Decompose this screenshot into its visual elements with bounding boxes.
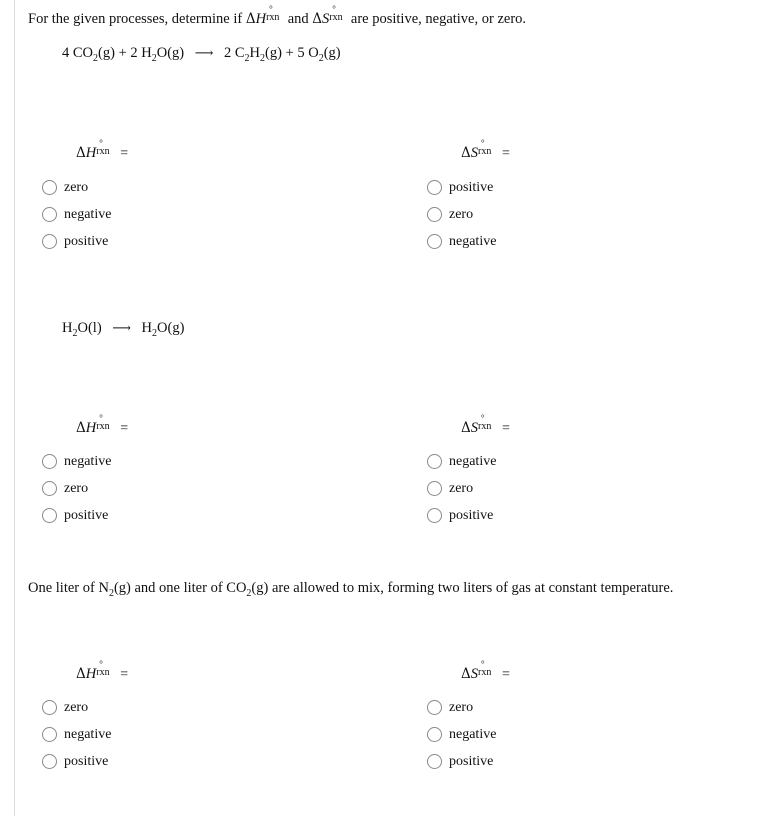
process3-dS-option-positive[interactable]: positive xyxy=(427,748,496,775)
process2-dH-option-negative[interactable]: negative xyxy=(42,448,111,475)
process3-dS-option-zero[interactable]: zero xyxy=(427,694,496,721)
radio-button[interactable] xyxy=(42,700,57,715)
radio-button[interactable] xyxy=(42,754,57,769)
process1-dH-option-positive[interactable]: positive xyxy=(42,228,111,255)
process3-dS-option-negative[interactable]: negative xyxy=(427,721,496,748)
reaction-arrow: ⟶ xyxy=(194,45,214,60)
process1-dH-options xyxy=(42,174,111,255)
radio-button[interactable] xyxy=(42,727,57,742)
process1-dS-option-zero[interactable]: zero xyxy=(427,201,496,228)
process3-statement: One liter of $N_2(g)$ and one liter of $CO_2(g)$ are allowed to mix, forming two liters of gas at constant temperature. xyxy=(28,580,674,599)
process1-dH-option-negative[interactable]: negative xyxy=(42,201,111,228)
radio-button[interactable] xyxy=(42,180,57,195)
radio-button[interactable] xyxy=(42,481,57,496)
radio-button[interactable] xyxy=(427,207,442,222)
radio-button[interactable] xyxy=(42,234,57,249)
process2-dS-label: ΔS ° rxn = xyxy=(461,413,510,436)
process3-dH-options xyxy=(42,694,111,775)
process3-dH-option-negative[interactable]: negative xyxy=(42,721,111,748)
radio-button[interactable] xyxy=(427,754,442,769)
process3-dS-options xyxy=(427,694,496,775)
radio-button[interactable] xyxy=(42,508,57,523)
radio-button[interactable] xyxy=(427,180,442,195)
process2-dH-option-positive[interactable]: positive xyxy=(42,502,111,529)
process2-dS-options xyxy=(427,448,496,529)
process1-dS-options xyxy=(427,174,496,255)
process2-dH-label: ΔH ° rxn = xyxy=(76,413,129,436)
process3-dH-label: ΔH ° rxn = xyxy=(76,659,129,682)
reaction-arrow: ⟶ xyxy=(112,320,131,335)
process2-dS-option-positive[interactable]: positive xyxy=(427,502,496,529)
process3-dH-option-zero[interactable]: zero xyxy=(42,694,111,721)
process3-dH-option-positive[interactable]: positive xyxy=(42,748,111,775)
radio-button[interactable] xyxy=(427,508,442,523)
process2-dS-option-negative[interactable]: negative xyxy=(427,448,496,475)
instructions: For the given processes, determine if ΔH ° rxn and ΔS ° rxn are positive, negative, or zero. xyxy=(28,4,527,27)
process2-dH-option-zero[interactable]: zero xyxy=(42,475,111,502)
radio-button[interactable] xyxy=(427,700,442,715)
process1-dS-option-positive[interactable]: positive xyxy=(427,174,496,201)
process1-dH-label: ΔH ° rxn = xyxy=(76,138,129,161)
process1-dH-option-zero[interactable]: zero xyxy=(42,174,111,201)
process2-dH-options xyxy=(42,448,111,529)
process1-dS-label: ΔS ° rxn = xyxy=(461,138,510,161)
radio-button[interactable] xyxy=(427,727,442,742)
process2-equation: $H_2O(l)$ ⟶ $H_2O(g)$ xyxy=(62,320,185,339)
left-border xyxy=(14,0,15,816)
radio-button[interactable] xyxy=(427,481,442,496)
radio-button[interactable] xyxy=(42,454,57,469)
process2-dS-option-zero[interactable]: zero xyxy=(427,475,496,502)
radio-button[interactable] xyxy=(427,234,442,249)
process1-dS-option-negative[interactable]: negative xyxy=(427,228,496,255)
process1-equation: 4 $CO_2(g) + 2$ $H_2O(g)$ ⟶ 2 $C_2H_2(g) + 5$ $O_2(g)$ xyxy=(62,45,341,64)
radio-button[interactable] xyxy=(427,454,442,469)
process3-dS-label: ΔS ° rxn = xyxy=(461,659,510,682)
radio-button[interactable] xyxy=(42,207,57,222)
